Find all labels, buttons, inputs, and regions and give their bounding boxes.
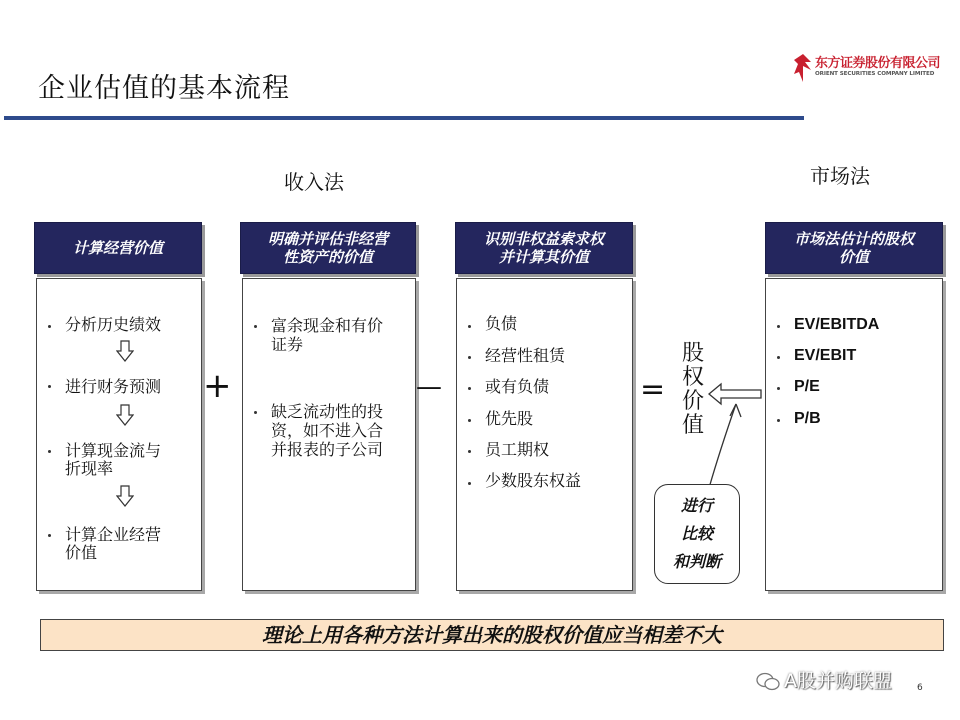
bullet-icon — [777, 356, 780, 359]
logo-mark-icon — [793, 52, 813, 84]
page-title: 企业估值的基本流程 — [38, 73, 290, 104]
arrow-curve-icon — [709, 404, 736, 488]
column-body-non-operating-assets — [242, 278, 416, 591]
logo-text-cn: 东方证券股份有限公司 — [815, 56, 941, 71]
bullet-icon — [468, 419, 471, 422]
list-item: EV/EBIT — [794, 347, 857, 364]
list-item: 少数股东权益 — [485, 471, 582, 490]
list-item: P/B — [794, 410, 821, 427]
watermark — [756, 666, 892, 692]
column-header-text: 价值 — [838, 248, 869, 266]
list-item: EV/EBITDA — [794, 316, 880, 333]
column-header-text: 市场法估计的股权 — [793, 230, 914, 248]
column-header-text: 计算经营价值 — [72, 239, 163, 257]
list-item: 进行财务预测 — [65, 377, 162, 396]
equity-value-label: 股权价值 — [681, 341, 704, 438]
list-item: 负债 — [485, 314, 518, 333]
list-item: 价值 — [65, 543, 98, 562]
list-item: 缺乏流动性的投 — [271, 402, 384, 421]
bullet-icon — [254, 325, 257, 328]
list-item: 计算现金流与 — [65, 441, 162, 460]
column-body-market-equity — [765, 278, 943, 591]
comparison-arrows — [706, 380, 768, 492]
equals-operator: = — [640, 372, 666, 407]
column-header-text: 性资产的价值 — [282, 248, 373, 266]
arrow-left-icon — [709, 384, 761, 404]
bullet-icon — [48, 450, 51, 453]
arrow-down-icon — [116, 404, 134, 426]
bullet-icon — [468, 387, 471, 390]
list-item: 富余现金和有价 — [271, 316, 384, 335]
bullet-icon — [468, 450, 471, 453]
column-body-operating-value — [36, 278, 202, 591]
bullet-icon — [777, 387, 780, 390]
conclusion-banner: 理论上用各种方法计算出来的股权价值应当相差不大 — [40, 619, 944, 651]
list-item: 折现率 — [65, 459, 114, 478]
logo-text-en: ORIENT SECURITIES COMPANY LIMITED — [815, 71, 935, 77]
bullet-icon — [48, 325, 51, 328]
plus-operator: + — [203, 366, 232, 406]
minus-operator: — — [416, 372, 442, 402]
list-item: P/E — [794, 378, 820, 395]
bullet-icon — [468, 482, 471, 485]
column-header-operating-value — [34, 222, 202, 274]
list-item: 计算企业经营 — [65, 525, 162, 544]
callout-line: 和判断 — [672, 552, 721, 571]
callout-line: 进行 — [680, 496, 713, 515]
list-item: 或有负债 — [485, 377, 550, 396]
column-header-text: 识别非权益索求权 — [483, 230, 604, 248]
list-item: 并报表的子公司 — [271, 440, 384, 459]
market-method-label: 市场法 — [810, 164, 870, 188]
column-header-text: 明确并评估非经营 — [267, 230, 388, 248]
bullet-icon — [48, 534, 51, 537]
bullet-icon — [254, 411, 257, 414]
list-item: 证券 — [271, 335, 304, 354]
list-item: 分析历史绩效 — [65, 315, 162, 334]
list-item: 经营性租赁 — [485, 346, 566, 365]
income-method-label: 收入法 — [284, 170, 344, 194]
wechat-icon — [756, 672, 780, 692]
bullet-icon — [777, 325, 780, 328]
arrow-down-icon — [116, 340, 134, 362]
page-number: 6 — [917, 683, 923, 693]
column-header-market-equity — [765, 222, 943, 274]
company-logo — [793, 52, 941, 86]
column-header-text: 并计算其价值 — [498, 248, 589, 266]
callout-line: 比较 — [680, 524, 713, 543]
title-divider — [4, 116, 804, 120]
column-header-non-operating-assets — [240, 222, 416, 274]
list-item: 员工期权 — [485, 440, 550, 459]
watermark-text: A股并购联盟 — [784, 670, 892, 692]
bullet-icon — [777, 419, 780, 422]
bullet-icon — [468, 325, 471, 328]
list-item: 优先股 — [485, 409, 534, 428]
bullet-icon — [468, 356, 471, 359]
compare-judge-callout — [654, 484, 740, 584]
column-header-non-equity-claims — [455, 222, 633, 274]
arrow-down-icon — [116, 485, 134, 507]
column-body-non-equity-claims — [456, 278, 633, 591]
bullet-icon — [48, 385, 51, 388]
list-item: 资，如不进入合 — [271, 421, 384, 440]
